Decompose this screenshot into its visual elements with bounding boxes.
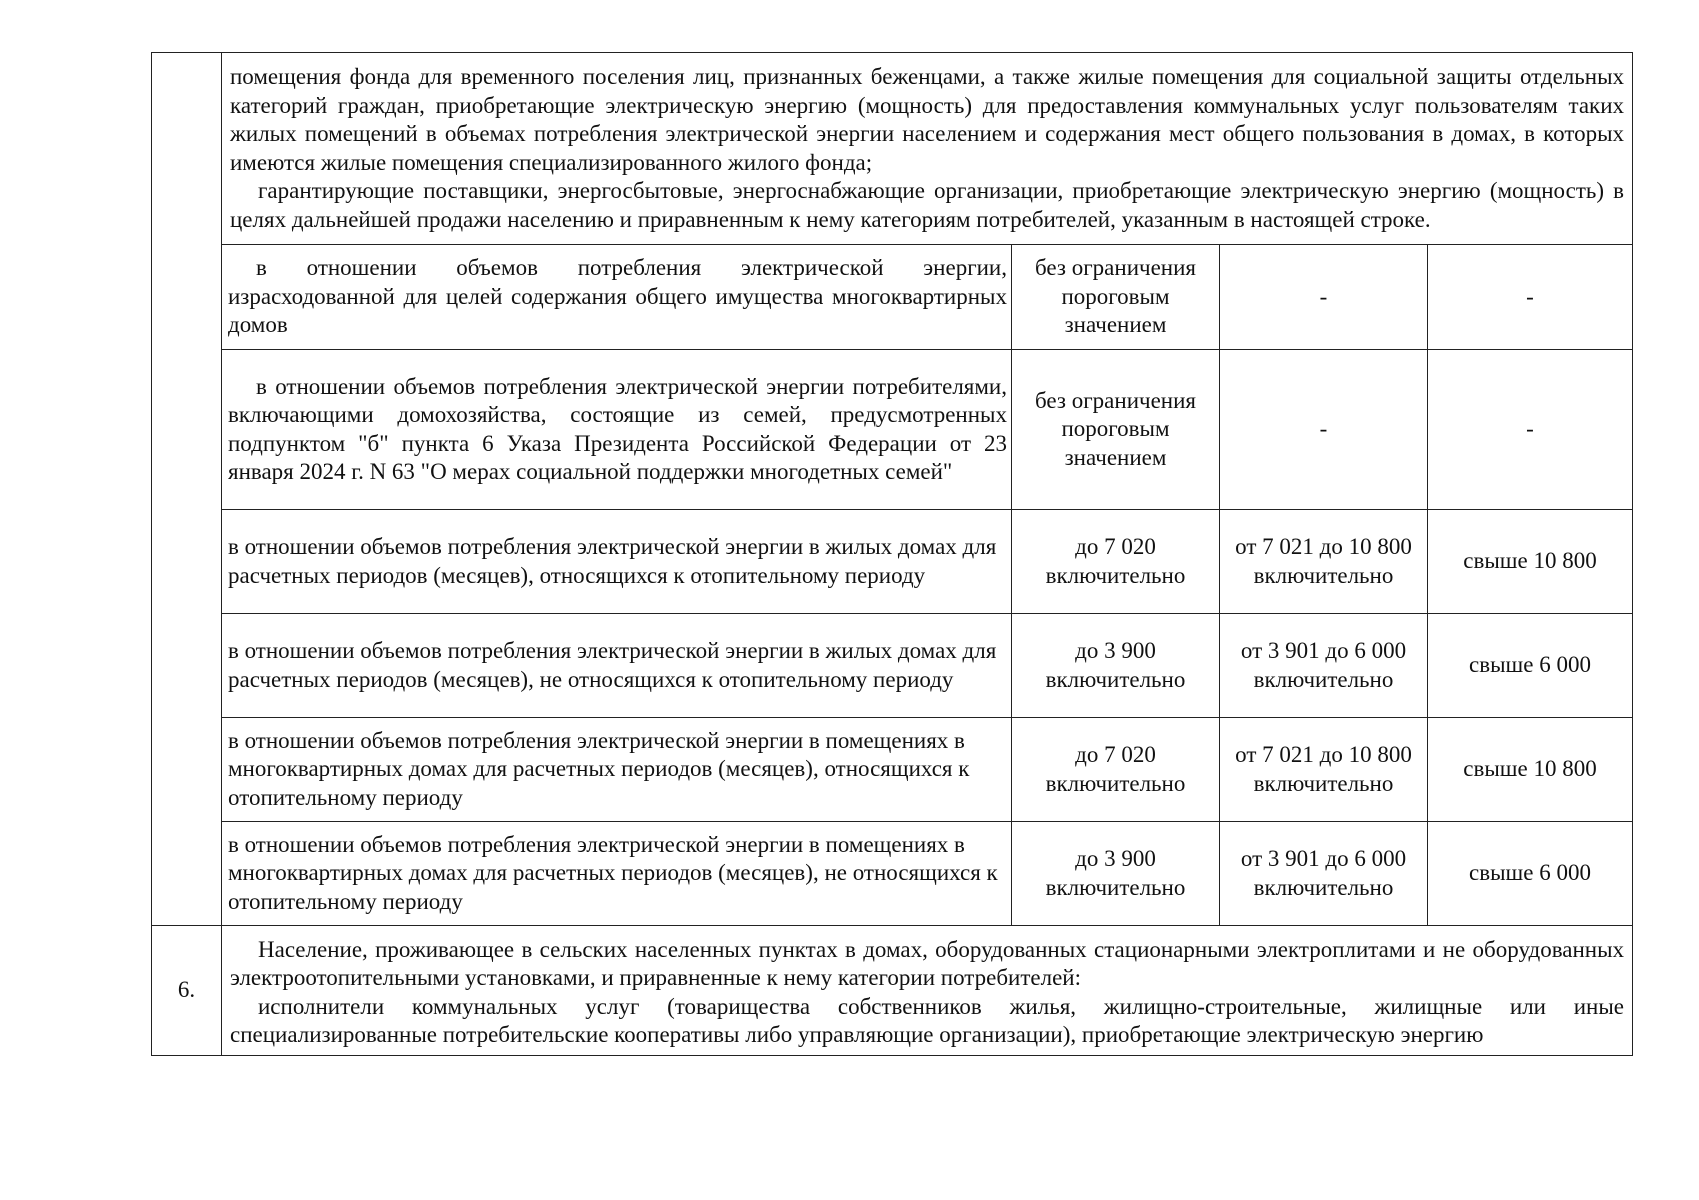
- table-row: [152, 718, 1633, 822]
- threshold-second: -: [1220, 350, 1428, 510]
- threshold-first: до 7 020 включительно: [1012, 510, 1220, 614]
- threshold-first: до 7 020 включительно: [1012, 718, 1220, 822]
- row-description: в отношении объемов потребления электрической энергии, израсходованной для целей содержания общего имущества многоквартирных домов: [222, 245, 1012, 350]
- intro-paragraph-2: гарантирующие поставщики, энергосбытовые, энергоснабжающие организации, приобретающие электрическую энергию (мощность) в целях дальнейшей продажи населению и приравненным к нему категориям потребителей, указанным в настоящей строке.: [230, 178, 1625, 232]
- threshold-second: от 7 021 до 10 800 включительно: [1220, 718, 1428, 822]
- section5-number-cell: [152, 53, 222, 926]
- section5-intro-cell: [222, 53, 1633, 245]
- section6-paragraph-1: Население, проживающее в сельских населенных пунктах в домах, оборудованных стационарными электроплитами и не оборудованных электроотопительными установками, и приравненные к нему категории потребителей:: [230, 936, 1625, 990]
- threshold-second: от 3 901 до 6 000 включительно: [1220, 614, 1428, 718]
- threshold-third: -: [1428, 245, 1633, 350]
- threshold-first: без ограничения пороговым значением: [1012, 245, 1220, 350]
- threshold-third: -: [1428, 350, 1633, 510]
- table-row: [152, 245, 1633, 350]
- threshold-second: -: [1220, 245, 1428, 350]
- threshold-third: свыше 10 800: [1428, 718, 1633, 822]
- threshold-third: свыше 10 800: [1428, 510, 1633, 614]
- section6-row: [152, 926, 1633, 1056]
- row-description: в отношении объемов потребления электрической энергии в жилых домах для расчетных периодов (месяцев), не относящихся к отопительному периоду: [222, 614, 1012, 718]
- section5-continuation-row: [152, 53, 1633, 245]
- section6-paragraph-2: исполнители коммунальных услуг (товарищества собственников жилья, жилищно-строительные, жилищные или иные специализированные потребительские кооперативы либо управляющие организации), приобретающие электрическую энергию: [230, 993, 1625, 1047]
- threshold-first: без ограничения пороговым значением: [1012, 350, 1220, 510]
- section6-text-cell: [222, 926, 1633, 1056]
- row-description: в отношении объемов потребления электрической энергии в помещениях в многоквартирных домах для расчетных периодов (месяцев), не относящихся к отопительному периоду: [222, 822, 1012, 926]
- table-row: [152, 510, 1633, 614]
- table-row: [152, 614, 1633, 718]
- tariff-table: [151, 52, 1633, 1056]
- row-description: в отношении объемов потребления электрической энергии потребителями, включающими домохозяйства, состоящие из семей, предусмотренных подпунктом "б" пункта 6 Указа Президента Российской Федерации от 23 января 2024 г. N 63 "О мерах социальной поддержки многодетных семей": [222, 350, 1012, 510]
- threshold-third: свыше 6 000: [1428, 614, 1633, 718]
- threshold-first: до 3 900 включительно: [1012, 822, 1220, 926]
- table-row: [152, 822, 1633, 926]
- intro-paragraph-1: помещения фонда для временного поселения лиц, признанных беженцами, а также жилые помещения для социальной защиты отдельных категорий граждан, приобретающие электрическую энергию (мощность) для предоставления коммунальных услуг пользователям таких жилых помещений в объемах потребления электрической энергии населением и содержания мест общего пользования в домах, в которых имеются жилые помещения специализированного жилого фонда;: [230, 64, 1625, 175]
- table-row: [152, 350, 1633, 510]
- threshold-second: от 3 901 до 6 000 включительно: [1220, 822, 1428, 926]
- threshold-first: до 3 900 включительно: [1012, 614, 1220, 718]
- threshold-third: свыше 6 000: [1428, 822, 1633, 926]
- threshold-second: от 7 021 до 10 800 включительно: [1220, 510, 1428, 614]
- row-description: в отношении объемов потребления электрической энергии в помещениях в многоквартирных домах для расчетных периодов (месяцев), относящихся к отопительному периоду: [222, 718, 1012, 822]
- section6-number: 6.: [152, 926, 222, 1056]
- row-description: в отношении объемов потребления электрической энергии в жилых домах для расчетных периодов (месяцев), относящихся к отопительному периоду: [222, 510, 1012, 614]
